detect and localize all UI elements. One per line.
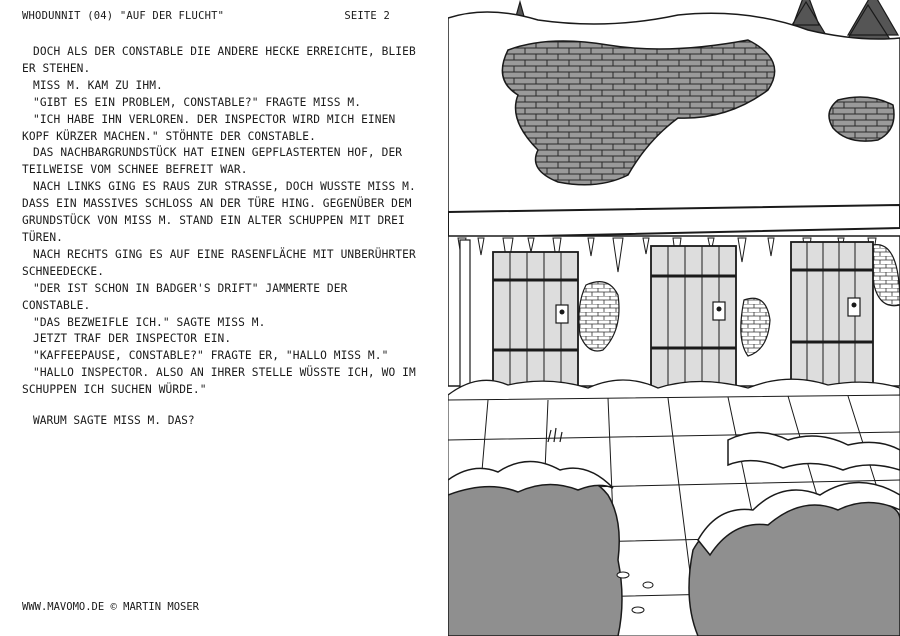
story-text: [22, 44, 422, 399]
page-number: SEITE 2: [344, 10, 390, 22]
shed-door-left: [493, 252, 578, 394]
riddle-question: WARUM SAGTE MISS M. DAS?: [33, 414, 195, 427]
story-paragraph: "KAFFEEPAUSE, CONSTABLE?" FRAGTE ER, "HALLO MISS M.": [33, 349, 389, 363]
drainpipe: [460, 240, 470, 405]
illustration-panel: [448, 0, 900, 636]
story-paragraph: "DAS BEZWEIFLE ICH." SAGTE MISS M.: [33, 315, 266, 329]
story-paragraph: "DER IST SCHON IN BADGER'S DRIFT" JAMMERTE DER CONSTABLE.: [22, 281, 348, 312]
story-paragraph: NACH RECHTS GING ES AUF EINE RASENFLÄCHE MIT UNBERÜHRTER SCHNEEDECKE.: [22, 247, 416, 278]
footer-credit: WWW.MAVOMO.DE © MARTIN MOSER: [22, 601, 200, 613]
text-page: [0, 0, 448, 636]
shed-door-right: [791, 242, 873, 387]
page-header: [22, 10, 390, 26]
shed-door-middle: [651, 246, 736, 396]
story-paragraph: NACH LINKS GING ES RAUS ZUR STRASSE, DOCH WUSSTE MISS M. DASS EIN MASSIVES SCHLOSS AN DER TÜRE HING. GEGENÜBER DEM GRUNDSTÜCK VON MISS M. STAND EIN ALTER SCHUPPEN MIT DREI TÜREN.: [22, 180, 416, 244]
shed-illustration: [448, 0, 900, 636]
story-paragraph: "HALLO INSPECTOR. ALSO AN IHRER STELLE WÜSSTE ICH, WO IM SCHUPPEN ICH SUCHEN WÜRDE.": [22, 366, 416, 397]
story-paragraph: MISS M. KAM ZU IHM.: [33, 78, 163, 92]
story-paragraph: JETZT TRAF DER INSPECTOR EIN.: [33, 332, 232, 346]
story-paragraph: "GIBT ES EIN PROBLEM, CONSTABLE?" FRAGTE MISS M.: [33, 95, 362, 109]
story-title: WHODUNNIT (04) "AUF DER FLUCHT": [22, 10, 225, 22]
story-paragraph: DAS NACHBARGRUNDSTÜCK HAT EINEN GEPFLASTERTEN HOF, DER TEILWEISE VOM SCHNEE BEFREIT WAR.: [22, 146, 403, 177]
story-paragraph: "ICH HABE IHN VERLOREN. DER INSPECTOR WIRD MICH EINEN KOPF KÜRZER MACHEN." STÖHNTE DER CONSTABLE.: [22, 112, 396, 143]
story-paragraph: DOCH ALS DER CONSTABLE DIE ANDERE HECKE ERREICHTE, BLIEB ER STEHEN.: [22, 45, 416, 75]
